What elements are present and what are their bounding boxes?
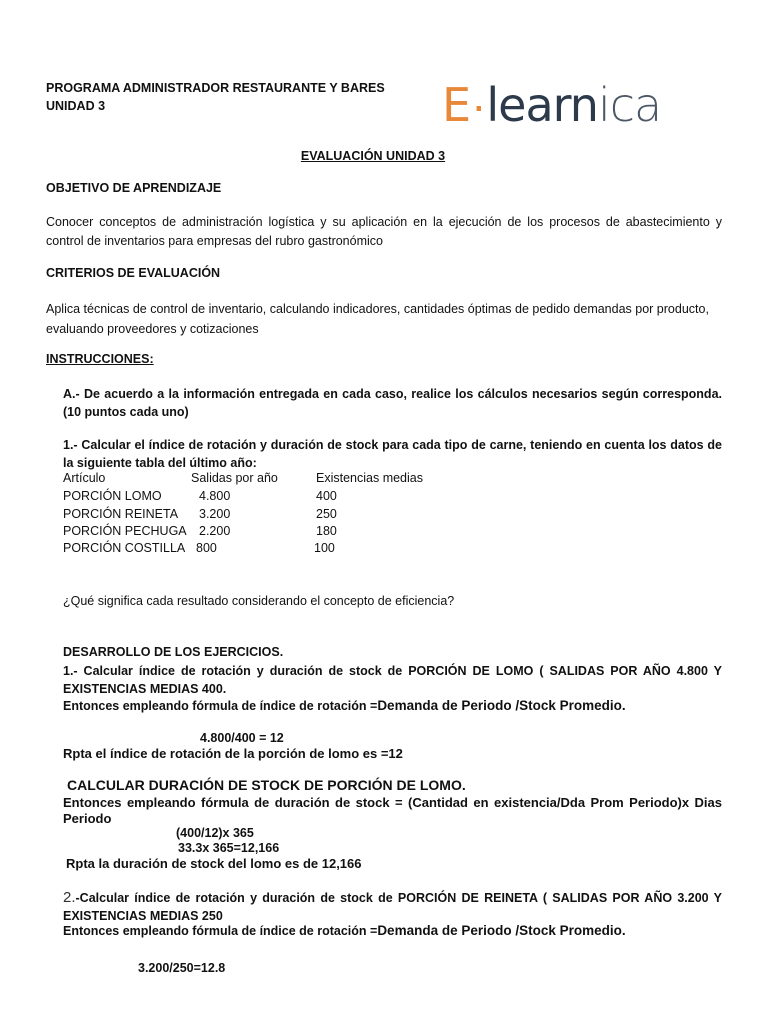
exercise-2-calculation: 3.200/250=12.8 [138, 961, 226, 975]
table-cell: 2.200 [199, 524, 231, 538]
logo-ica: ica [597, 78, 662, 132]
objetivo-heading: OBJETIVO DE APRENDIZAJE [46, 181, 222, 195]
table-cell: 400 [316, 489, 337, 503]
criterios-heading: CRITERIOS DE EVALUACIÓN [46, 266, 221, 280]
table-cell: 180 [316, 524, 337, 538]
table-cell: PORCIÓN COSTILLA [63, 541, 186, 555]
table-cell: PORCIÓN LOMO [63, 489, 162, 503]
table-cell: 3.200 [199, 507, 231, 521]
elearnica-logo [442, 78, 672, 140]
table-header: Artículo [63, 471, 106, 485]
criterios-text: Aplica técnicas de control de inventario, calculando indicadores, cantidades óptimas de pedido demandas por producto, evaluando proveedores y cotizaciones [46, 302, 709, 336]
exercise-1: 1.- Calcular índice de rotación y duración de stock de PORCIÓN DE LOMO ( SALIDAS POR AÑO 4.800 Y EXISTENCIAS MEDIAS 400. [63, 664, 722, 696]
exercise-2-formula [63, 923, 626, 938]
table-header: Salidas por año [191, 471, 278, 485]
duration-heading: CALCULAR DURACIÓN DE STOCK DE PORCIÓN DE LOMO. [67, 777, 466, 793]
exercise-1-calculation: 4.800/400 = 12 [200, 731, 284, 745]
program-title: PROGRAMA ADMINISTRADOR RESTAURANTE Y BARES [46, 81, 385, 95]
evaluation-title [0, 149, 740, 163]
table-cell: 4.800 [199, 489, 231, 503]
exercise-2-number: 2. [63, 889, 76, 906]
exercise-2-text: -Calcular índice de rotación y duración de stock de PORCIÓN DE REINETA ( SALIDAS POR AÑO 3.200 Y EXISTENCIAS MEDIAS 250 [63, 891, 722, 923]
formula-expression: Demanda de Periodo /Stock Promedio. [377, 698, 626, 713]
table-cell: PORCIÓN PECHUGA [63, 524, 187, 538]
duration-calculation-2: 33.3x 365=12,166 [178, 841, 280, 855]
logo-learn: learn [486, 78, 598, 132]
table-cell: 100 [314, 541, 335, 555]
desarrollo-heading: DESARROLLO DE LOS EJERCICIOS. [63, 645, 284, 659]
instrucciones-heading: INSTRUCCIONES: [46, 352, 154, 366]
evaluation-title-text: EVALUACIÓN UNIDAD 3 [300, 149, 446, 163]
question-1: 1.- Calcular el índice de rotación y duración de stock para cada tipo de carne, teniendo en cuenta los datos de la siguiente tabla del último año: [63, 438, 722, 470]
exercise-1-formula [63, 698, 626, 713]
instruction-a: A.- De acuerdo a la información entregada en cada caso, realice los cálculos necesarios según corresponda. (10 puntos cada uno) [63, 387, 722, 419]
table-header: Existencias medias [316, 471, 423, 485]
table-cell: 250 [316, 507, 337, 521]
formula-prefix: Entonces empleando fórmula de índice de rotación = [63, 924, 378, 938]
exercise-1-answer: Rpta el índice de rotación de la porción de lomo es =12 [63, 746, 403, 761]
table-cell: PORCIÓN REINETA [63, 507, 179, 521]
duration-calculation-1: (400/12)x 365 [176, 826, 254, 840]
formula-prefix: Entonces empleando fórmula de índice de rotación = [63, 699, 378, 713]
duration-formula: Entonces empleando fórmula de duración de stock = (Cantidad en existencia/Dda Prom Periodo)x Dias Periodo [63, 795, 722, 826]
efficiency-question: ¿Qué significa cada resultado considerando el concepto de eficiencia? [63, 594, 455, 608]
logo-dot: · [471, 79, 487, 131]
unit-label: UNIDAD 3 [46, 99, 106, 113]
logo-e: E [442, 78, 472, 132]
exercise-2 [63, 889, 722, 925]
duration-answer: Rpta la duración de stock del lomo es de 12,166 [66, 856, 362, 871]
table-cell: 800 [196, 541, 217, 555]
objetivo-text: Conocer conceptos de administración logística y su aplicación en la ejecución de los procesos de abastecimiento y control de inventarios para empresas del rubro gastronómico [46, 215, 722, 248]
formula-expression: Demanda de Periodo /Stock Promedio. [377, 923, 626, 938]
